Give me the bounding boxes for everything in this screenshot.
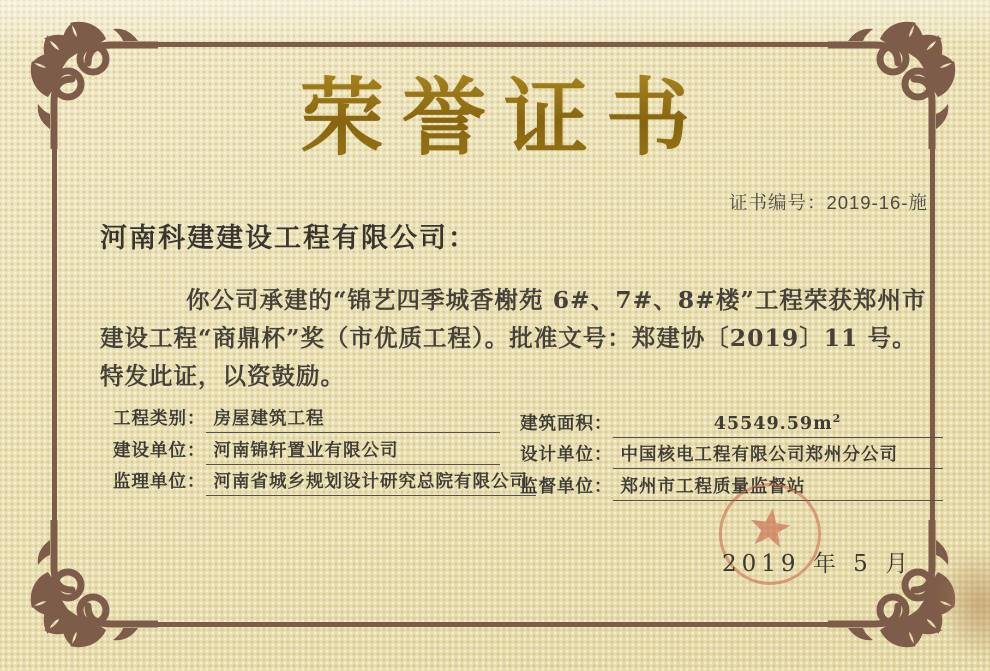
field-value: $45549.59m^2$ — [613, 408, 943, 438]
fields-left-column — [113, 408, 536, 503]
field-value: 河南锦轩置业有限公司 — [206, 441, 500, 465]
corner-ornament-icon — [8, 520, 158, 670]
field-construction-unit — [113, 440, 536, 465]
certificate-body — [100, 281, 932, 395]
field-label: 设计单位： — [520, 444, 613, 465]
field-project-type — [113, 408, 536, 433]
field-building-area — [520, 408, 943, 438]
body-line: 特发此证，以资鼓励。 — [100, 362, 345, 390]
field-supervision-unit — [113, 471, 536, 496]
certificate-number: 证书编号：2019-16-施 — [728, 192, 928, 213]
field-quality-supervision-unit — [520, 476, 943, 501]
issue-date: 2019 年 5 月 — [722, 551, 914, 577]
field-label: 监理单位： — [113, 471, 206, 491]
field-label: 建筑面积： — [520, 412, 613, 433]
frame-left-line — [52, 148, 57, 521]
field-value: 中国核电工程有限公司郑州分公司 — [613, 445, 943, 469]
field-value: 房屋建筑工程 — [206, 409, 500, 433]
recipient-name: 河南科建建设工程有限公司： — [100, 223, 477, 253]
field-label: 建设单位： — [113, 439, 206, 460]
field-value: 郑州市工程质量监督站 — [613, 477, 943, 501]
field-value: 河南省城乡规划设计研究总院有限公司 — [206, 472, 537, 496]
field-label: 监督单位： — [520, 475, 613, 496]
body-line: 建设工程“商鼎杯”奖（市优质工程）。批准文号：郑建协〔2019〕11 号。 — [100, 324, 917, 352]
body-line: 你公司承建的“锦艺四季城香榭苑 6#、7#、8#楼”工程荣获郑州市 — [186, 286, 927, 314]
frame-bottom-line — [158, 622, 830, 627]
fields-right-column — [520, 408, 943, 507]
field-design-unit — [520, 444, 943, 469]
field-label: 工程类别： — [113, 408, 206, 428]
frame-top-line — [158, 42, 830, 47]
certificate-title: 荣誉证书 — [0, 70, 990, 166]
